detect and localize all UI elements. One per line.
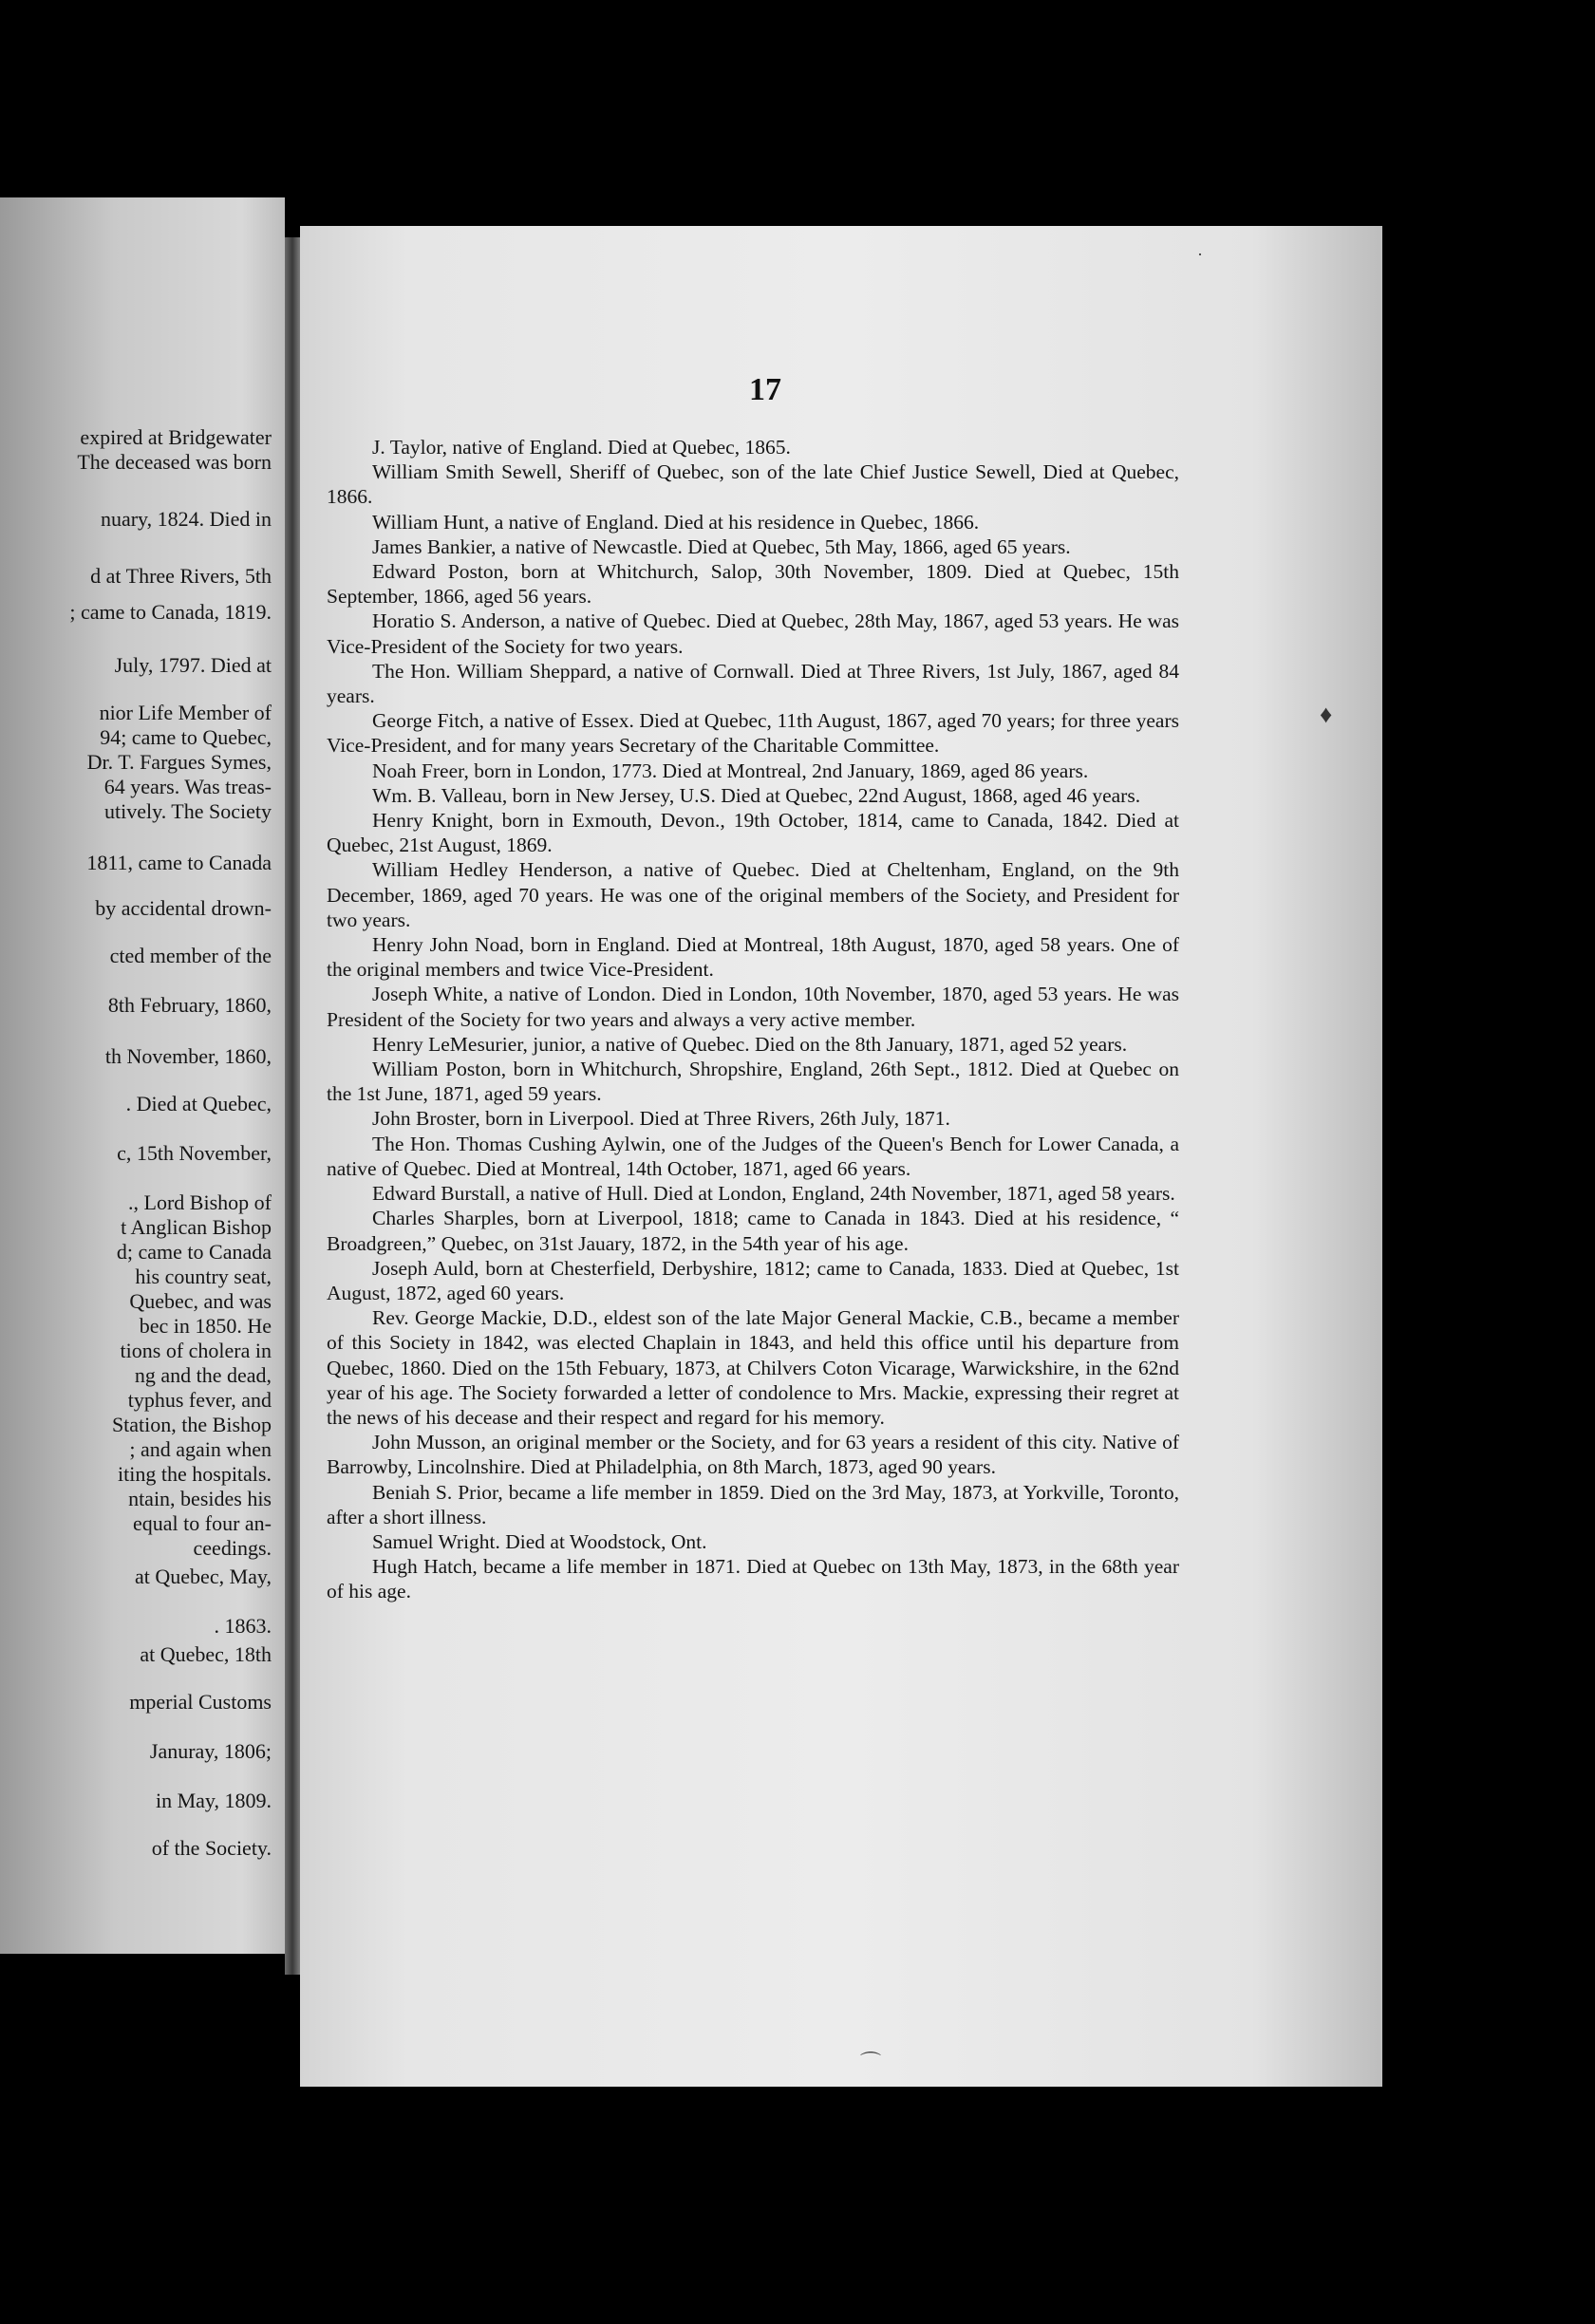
obituary-entry: William Hunt, a native of England. Died at his residence in Quebec, 1866. <box>372 510 980 534</box>
left-page-line: July, 1797. Died at <box>114 653 272 677</box>
obituary-entry: Joseph White, a native of London. Died in London, 10th November, 1870, aged 53 years. He was President of the Society for two years and always a very active member. <box>327 983 1179 1031</box>
obituary-entry: James Bankier, a native of Newcastle. Died at Quebec, 5th May, 1866, aged 65 years. <box>372 534 1071 558</box>
obituary-entry: George Fitch, a native of Essex. Died at Quebec, 11th August, 1867, aged 70 years; for three years Vice-President, and for many years Secretary of the Charitable Committee. <box>327 709 1179 758</box>
obituary-entry: Rev. George Mackie, D.D., eldest son of the late Major General Mackie, C.B., became a member of this Society in 1842, was elected Chaplain in 1843, and held this office until his departure from Quebec, 1860. Died on the 15th Febuary, 1873, at Chilvers Coton Vicarage, Warwickshire, in the 62nd year of his age. The Society forwarded a letter of condolence to Mrs. Mackie, expressing their regret at the news of his decease and their respect and regard for his memory. <box>327 1306 1179 1429</box>
left-page-line: ; came to Canada, 1819. <box>69 600 272 624</box>
left-page <box>0 197 285 1954</box>
obituary-entry: Wm. B. Valleau, born in New Jersey, U.S. Died at Quebec, 22nd August, 1868, aged 46 years. <box>372 783 1141 807</box>
left-page-line: ceedings. <box>193 1536 272 1560</box>
book-gutter <box>285 237 300 1975</box>
obituary-entry: Henry Knight, born in Exmouth, Devon., 19th October, 1814, came to Canada, 1842. Died at Quebec, 21st August, 1869. <box>327 809 1179 857</box>
speck-mark: · <box>1197 245 1203 264</box>
obituary-entry: J. Taylor, native of England. Died at Quebec, 1865. <box>372 436 791 459</box>
left-page-line: Station, the Bishop <box>111 1413 272 1436</box>
obituary-entry: John Musson, an original member or the Society, and for 63 years a resident of this city. Native of Barrowby, Lincolnshire. Died at Philadelphia, on 8th March, 1873, aged 90 years. <box>327 1431 1179 1479</box>
left-page-line: utively. The Society <box>104 799 272 823</box>
obituary-entry: Henry John Noad, born in England. Died at Montreal, 18th August, 1870, aged 58 years. One of the original members and twice Vice-President. <box>327 933 1179 982</box>
obituary-entry: The Hon. William Sheppard, a native of Cornwall. Died at Three Rivers, 1st July, 1867, aged 84 years. <box>327 659 1179 708</box>
margin-blot-mark: ♦ <box>1320 701 1333 728</box>
left-page-line: ., Lord Bishop of <box>128 1190 272 1214</box>
left-page-line: c, 15th November, <box>117 1141 272 1165</box>
left-page-line: d; came to Canada <box>116 1240 272 1264</box>
left-page-line: his country seat, <box>135 1265 272 1288</box>
obituary-entry: Charles Sharples, born at Liverpool, 1818; came to Canada in 1843. Died at his residence, “ Broadgreen,” Quebec, on 31st Jauary, 1872, in the 54th year of his age. <box>327 1207 1179 1255</box>
left-page-line: nuary, 1824. Died in <box>100 507 272 531</box>
obituary-entry: John Broster, born in Liverpool. Died at Three Rivers, 26th July, 1871. <box>372 1107 950 1131</box>
left-page-line: by accidental drown- <box>95 896 272 920</box>
left-page-line: of the Society. <box>151 1836 272 1860</box>
left-page-line: d at Three Rivers, 5th <box>90 564 272 588</box>
obituary-entry: Noah Freer, born in London, 1773. Died at Montreal, 2nd January, 1869, aged 86 years. <box>372 759 1089 782</box>
left-page-line: 8th February, 1860, <box>107 993 272 1017</box>
left-page-line: t Anglican Bishop <box>121 1215 272 1239</box>
obituary-entry: Henry LeMesurier, junior, a native of Quebec. Died on the 8th January, 1871, aged 52 years. <box>372 1032 1128 1056</box>
obituary-entry: William Smith Sewell, Sheriff of Quebec, son of the late Chief Justice Sewell, Died at Quebec, 1866. <box>327 460 1179 509</box>
left-page-line: th November, 1860, <box>104 1044 272 1068</box>
left-page-line: at Quebec, May, <box>135 1565 272 1588</box>
left-page-line: tions of cholera in <box>120 1339 272 1362</box>
right-page <box>300 226 1382 2087</box>
left-page-line: expired at Bridgewater <box>80 425 272 449</box>
pencil-mark: ⌒ <box>860 2051 882 2074</box>
page-number: 17 <box>749 372 781 407</box>
obituary-entry: Beniah S. Prior, became a life member in 1859. Died on the 3rd May, 1873, at Yorkville, Toronto, after a short illness. <box>327 1480 1179 1528</box>
left-page-line: equal to four an- <box>133 1511 272 1535</box>
left-page-line: at Quebec, 18th <box>140 1642 272 1666</box>
obituary-entry: Edward Burstall, a native of Hull. Died at London, England, 24th November, 1871, aged 58 years. <box>372 1182 1175 1206</box>
obituary-entry: Hugh Hatch, became a life member in 1871. Died at Quebec on 13th May, 1873, in the 68th year of his age. <box>327 1555 1179 1603</box>
left-page-line: Quebec, and was <box>129 1289 272 1313</box>
left-page-line: bec in 1850. He <box>139 1314 272 1338</box>
obituary-entry: The Hon. Thomas Cushing Aylwin, one of the Judges of the Queen's Bench for Lower Canada, a native of Quebec. Died at Montreal, 14th October, 1871, aged 66 years. <box>327 1132 1179 1180</box>
left-page-line: typhus fever, and <box>127 1388 272 1412</box>
obituary-entry: Samuel Wright. Died at Woodstock, Ont. <box>372 1529 707 1553</box>
obituary-entry: Edward Poston, born at Whitchurch, Salop, 30th November, 1809. Died at Quebec, 15th September, 1866, aged 56 years. <box>327 560 1179 609</box>
left-page-line: . 1863. <box>214 1614 272 1638</box>
left-page-line: iting the hospitals. <box>118 1462 272 1486</box>
left-page-line: ; and again when <box>129 1437 272 1461</box>
obituary-entry: Joseph Auld, born at Chesterfield, Derbyshire, 1812; came to Canada, 1833. Died at Quebec, 1st August, 1872, aged 60 years. <box>327 1256 1179 1304</box>
obituary-entry: William Hedley Henderson, a native of Quebec. Died at Cheltenham, England, on the 9th December, 1869, aged 70 years. He was one of the original members of the Society, and President for two years. <box>327 858 1179 931</box>
left-page-line: nior Life Member of <box>99 701 272 724</box>
left-page-line: ntain, besides his <box>128 1487 272 1510</box>
left-page-line: cted member of the <box>109 944 272 967</box>
left-page-line: . Died at Quebec, <box>125 1092 272 1115</box>
left-page-line: 1811, came to Canada <box>86 851 272 874</box>
left-page-line: Dr. T. Fargues Symes, <box>86 750 272 774</box>
obituary-entry: William Poston, born in Whitchurch, Shropshire, England, 26th Sept., 1812. Died at Quebec on the 1st June, 1871, aged 59 years. <box>327 1058 1179 1106</box>
obituary-entry: Horatio S. Anderson, a native of Quebec. Died at Quebec, 28th May, 1867, aged 53 years. He was Vice-President of the Society for two years. <box>327 609 1179 658</box>
left-page-line: 64 years. Was treas- <box>103 775 272 798</box>
obituary-list <box>327 435 1179 1604</box>
left-page-line: 94; came to Quebec, <box>100 725 272 749</box>
left-page-line: The deceased was born <box>77 450 272 474</box>
left-page-line: ng and the dead, <box>134 1363 272 1387</box>
left-page-line: in May, 1809. <box>155 1789 272 1812</box>
left-page-line: Januray, 1806; <box>149 1739 272 1763</box>
left-page-line: mperial Customs <box>129 1690 272 1714</box>
